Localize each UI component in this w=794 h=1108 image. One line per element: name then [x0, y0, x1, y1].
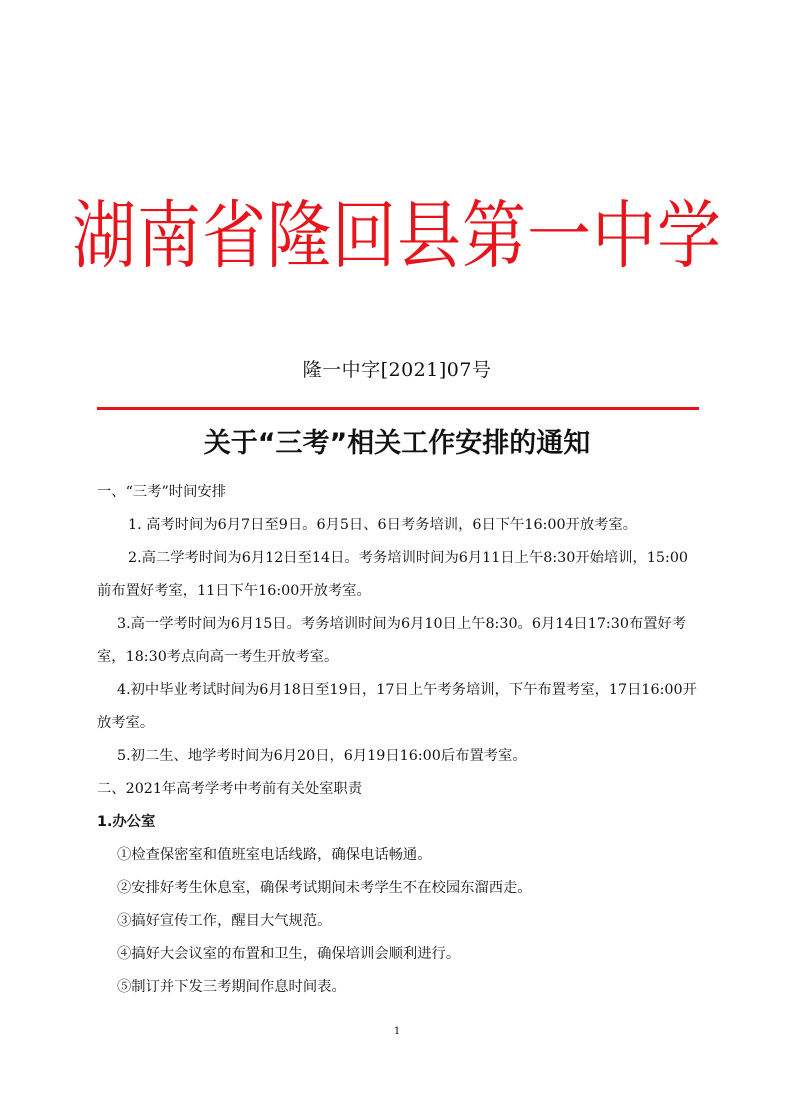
schedule-item-3: 3.高一学考时间为6月15日。考务培训时间为6月10日上午8:30。6月14日17:30布置好考室，18:30考点向高一考生开放考室。 [97, 616, 687, 665]
schedule-item-1: 1. 高考时间为6月7日至9日。6月5日、6日考务培训，6日下午16:00开放考室。 [128, 517, 638, 533]
schedule-item-5: 5.初二生、地学考时间为6月20日，6月19日16:00后布置考室。 [117, 748, 527, 764]
school-name: 湖南省隆回县第一中学 [72, 194, 722, 280]
section-2-heading: 二、2021年高考学考中考前有关处室职责 [97, 781, 363, 797]
office-duty-2: ②安排好考生休息室，确保考试期间未考学生不在校园东溜西走。 [117, 880, 532, 896]
school-masthead [0, 192, 794, 282]
schedule-item-4: 4.初中毕业考试时间为6月18日至19日，17日上午考务培训，下午布置考室，17日16:00开放考室。 [97, 682, 697, 731]
office-duty-3: ③搞好宣传工作，醒目大气规范。 [117, 913, 332, 929]
page-number: 1 [393, 1026, 401, 1037]
red-divider-line [97, 407, 699, 410]
office-duty-5: ⑤制订并下发三考期间作息时间表。 [117, 979, 346, 995]
section-1-heading: 一、“三考”时间安排 [97, 484, 226, 500]
office-duty-4: ④搞好大会议室的布置和卫生，确保培训会顺利进行。 [117, 946, 461, 962]
office-subheading: 1.办公室 [97, 814, 156, 830]
schedule-item-2: 2.高二学考时间为6月12日至14日。考务培训时间为6月11日上午8:30开始培训，15:00前布置好考室，11日下午16:00开放考室。 [97, 550, 689, 599]
document-title: 关于“三考”相关工作安排的通知 [203, 428, 591, 459]
document-number: 隆一中字[2021]07号 [302, 359, 492, 381]
office-duty-1: ①检查保密室和值班室电话线路，确保电话畅通。 [117, 847, 432, 863]
document-body [97, 476, 701, 1004]
